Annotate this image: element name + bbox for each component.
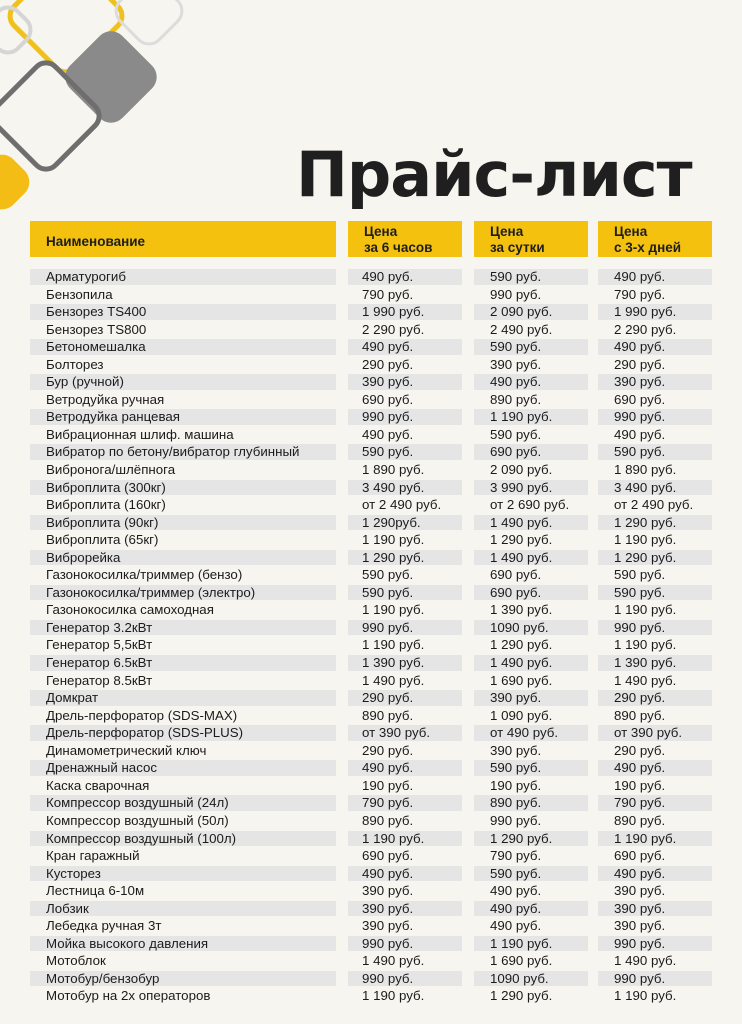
item-name: Мотоблок (46, 953, 106, 969)
price-6h: 1 290 руб. (348, 550, 462, 566)
price-3d: 590 руб. (614, 567, 666, 583)
item-name: Мотобур/бензобур (30, 971, 336, 987)
table-row (0, 935, 742, 953)
price-6h: 1 290руб. (348, 515, 462, 531)
price-3d: 1 190 руб. (614, 532, 677, 548)
table-row (0, 917, 742, 935)
price-3d: 990 руб. (598, 620, 712, 636)
price-day: 590 руб. (490, 426, 542, 442)
header-price-day (474, 221, 588, 257)
price-6h: 590 руб. (348, 585, 462, 601)
price-day: 590 руб. (474, 760, 588, 776)
price-3d: 1 190 руб. (614, 637, 677, 653)
item-name: Компрессор воздушный (24л) (30, 795, 336, 811)
table-row (0, 724, 742, 742)
table-row (0, 970, 742, 988)
price-6h: 990 руб. (348, 971, 462, 987)
price-6h: 490 руб. (348, 760, 462, 776)
price-6h: 1 490 руб. (362, 672, 425, 688)
price-3d: 890 руб. (614, 812, 666, 828)
price-3d: 590 руб. (598, 585, 712, 601)
price-6h: 690 руб. (362, 391, 414, 407)
table-row (0, 636, 742, 654)
price-3d: 990 руб. (598, 971, 712, 987)
price-day: 690 руб. (474, 585, 588, 601)
price-day: 1 290 руб. (490, 637, 553, 653)
item-name: Виброплита (90кг) (30, 515, 336, 531)
item-name: Компрессор воздушный (100л) (30, 831, 336, 847)
item-name: Бур (ручной) (30, 374, 336, 390)
price-day: 2 090 руб. (490, 462, 553, 478)
price-table (0, 268, 742, 1005)
price-6h: 1 190 руб. (362, 532, 425, 548)
price-6h: 390 руб. (348, 901, 462, 917)
table-row (0, 584, 742, 602)
table-row (0, 391, 742, 409)
header-name-label: Наименование (46, 233, 146, 249)
price-6h: 590 руб. (348, 444, 462, 460)
price-6h: 790 руб. (362, 286, 414, 302)
price-day: 1 290 руб. (490, 988, 553, 1004)
header-price-3d (598, 221, 712, 257)
table-row (0, 707, 742, 725)
price-6h: 290 руб. (362, 356, 414, 372)
price-day: 1 490 руб. (474, 515, 588, 531)
price-6h: 990 руб. (348, 936, 462, 952)
price-6h: 790 руб. (348, 795, 462, 811)
price-6h: 490 руб. (348, 339, 462, 355)
price-3d: 490 руб. (614, 426, 666, 442)
price-3d: 290 руб. (614, 356, 666, 372)
price-6h: 1 190 руб. (362, 637, 425, 653)
price-3d: 990 руб. (598, 409, 712, 425)
header-price-6h (348, 221, 462, 257)
item-name: Генератор 8.5кВт (46, 672, 153, 688)
price-3d: 990 руб. (598, 936, 712, 952)
price-day: 1 090 руб. (490, 707, 553, 723)
price-6h: 390 руб. (362, 883, 414, 899)
price-6h: 390 руб. (362, 918, 414, 934)
price-3d: 190 руб. (614, 777, 666, 793)
price-day: 390 руб. (490, 742, 542, 758)
item-name: Вибратор по бетону/вибратор глубинный (30, 444, 336, 460)
price-6h: 990 руб. (348, 409, 462, 425)
header-name (30, 221, 336, 257)
price-6h: от 390 руб. (348, 725, 462, 741)
header-price-day-line2: за сутки (490, 240, 545, 255)
table-row (0, 531, 742, 549)
price-3d: 490 руб. (598, 339, 712, 355)
item-name: Болторез (46, 356, 104, 372)
table-row (0, 865, 742, 883)
table-row (0, 952, 742, 970)
price-6h: 490 руб. (348, 269, 462, 285)
table-row (0, 794, 742, 812)
table-row (0, 479, 742, 497)
item-name: Дрель-перфоратор (SDS-MAX) (46, 707, 238, 723)
price-day: 1 290 руб. (474, 831, 588, 847)
price-day: 690 руб. (490, 567, 542, 583)
price-day: 390 руб. (474, 690, 588, 706)
header-price-3d-line1: Цена (614, 224, 648, 239)
price-6h: 890 руб. (362, 812, 414, 828)
price-3d: 1 190 руб. (598, 831, 712, 847)
item-name: Генератор 5,5кВт (46, 637, 153, 653)
table-row (0, 601, 742, 619)
item-name: Вибрационная шлиф. машина (46, 426, 234, 442)
item-name: Виброногa/шлёпнога (46, 462, 176, 478)
item-name: Виброплита (160кг) (46, 497, 166, 513)
header-price-6h-line2: за 6 часов (364, 240, 433, 255)
price-3d: 1 190 руб. (614, 988, 677, 1004)
price-day: 890 руб. (474, 795, 588, 811)
price-day: от 490 руб. (474, 725, 588, 741)
price-day: 990 руб. (490, 286, 542, 302)
item-name: Генератор 6.5кВт (30, 655, 336, 671)
table-row (0, 549, 742, 567)
table-row (0, 672, 742, 690)
price-day: 490 руб. (474, 374, 588, 390)
price-6h: 1 890 руб. (362, 462, 425, 478)
price-day: 1 490 руб. (474, 655, 588, 671)
item-name: Генератор 3.2кВт (30, 620, 336, 636)
price-3d: 1 890 руб. (614, 462, 677, 478)
price-day: 790 руб. (490, 848, 542, 864)
table-row (0, 356, 742, 374)
price-3d: 2 290 руб. (614, 321, 677, 337)
item-name: Лестница 6-10м (46, 883, 145, 899)
table-row (0, 619, 742, 637)
price-6h: 1 390 руб. (348, 655, 462, 671)
table-row (0, 373, 742, 391)
table-row (0, 882, 742, 900)
header-price-day-line1: Цена (490, 224, 524, 239)
price-3d: 290 руб. (614, 742, 666, 758)
item-name: Бензопила (46, 286, 113, 302)
table-row (0, 689, 742, 707)
price-day: 3 990 руб. (474, 480, 588, 496)
price-3d: 290 руб. (598, 690, 712, 706)
price-3d: от 2 490 руб. (614, 497, 694, 513)
price-day: 890 руб. (490, 391, 542, 407)
price-3d: 1 990 руб. (598, 304, 712, 320)
item-name: Кран гаражный (46, 848, 140, 864)
price-3d: 1 490 руб. (614, 672, 677, 688)
price-3d: 790 руб. (614, 286, 666, 302)
price-3d: 890 руб. (614, 707, 666, 723)
price-6h: 490 руб. (362, 426, 414, 442)
item-name: Газонокосилка/триммер (бензо) (46, 567, 243, 583)
table-row (0, 268, 742, 286)
price-6h: 2 290 руб. (362, 321, 425, 337)
table-row (0, 514, 742, 532)
table-row (0, 303, 742, 321)
price-6h: 890 руб. (362, 707, 414, 723)
price-day: 1 290 руб. (490, 532, 553, 548)
price-day: 1 690 руб. (490, 672, 553, 688)
table-row (0, 496, 742, 514)
table-row (0, 987, 742, 1005)
price-6h: 690 руб. (362, 848, 414, 864)
price-3d: от 390 руб. (598, 725, 712, 741)
table-row (0, 461, 742, 479)
price-day: 1090 руб. (474, 971, 588, 987)
price-6h: 990 руб. (348, 620, 462, 636)
price-6h: 590 руб. (362, 567, 414, 583)
price-3d: 3 490 руб. (598, 480, 712, 496)
price-day: 590 руб. (474, 269, 588, 285)
price-6h: 290 руб. (348, 690, 462, 706)
price-day: 590 руб. (474, 339, 588, 355)
table-row (0, 812, 742, 830)
price-6h: 390 руб. (348, 374, 462, 390)
price-6h: 1 190 руб. (362, 988, 425, 1004)
price-3d: 490 руб. (598, 760, 712, 776)
table-row (0, 286, 742, 304)
price-day: 990 руб. (490, 812, 542, 828)
price-6h: 1 490 руб. (362, 953, 425, 969)
table-row (0, 900, 742, 918)
item-name: Газонокосилка/триммер (электро) (30, 585, 336, 601)
table-row (0, 759, 742, 777)
price-6h: 1 190 руб. (362, 602, 425, 618)
table-row (0, 777, 742, 795)
item-name: Бетономешалка (30, 339, 336, 355)
price-3d: 490 руб. (598, 269, 712, 285)
table-row (0, 443, 742, 461)
price-6h: 1 990 руб. (348, 304, 462, 320)
price-6h: 1 190 руб. (348, 831, 462, 847)
item-name: Каска сварочная (46, 777, 150, 793)
price-3d: 1 190 руб. (614, 602, 677, 618)
price-day: 490 руб. (474, 901, 588, 917)
price-day: 1 190 руб. (474, 936, 588, 952)
item-name: Дренажный насос (30, 760, 336, 776)
item-name: Динамометрический ключ (46, 742, 207, 758)
price-3d: 1 390 руб. (598, 655, 712, 671)
item-name: Арматурогиб (30, 269, 336, 285)
header-price-6h-line1: Цена (364, 224, 398, 239)
table-row (0, 338, 742, 356)
item-name: Бензорез TS800 (46, 321, 147, 337)
price-3d: 390 руб. (614, 883, 666, 899)
table-row (0, 830, 742, 848)
price-3d: 690 руб. (614, 848, 666, 864)
header-price-3d-line2: с 3-х дней (614, 240, 682, 255)
table-row (0, 321, 742, 339)
page-title: Прайс-лист (296, 138, 692, 211)
price-day: 1090 руб. (474, 620, 588, 636)
price-3d: 590 руб. (598, 444, 712, 460)
item-name: Ветродуйка ручная (46, 391, 165, 407)
table-row (0, 566, 742, 584)
price-3d: 390 руб. (614, 918, 666, 934)
table-row (0, 654, 742, 672)
table-row (0, 742, 742, 760)
item-name: Виброрейка (30, 550, 336, 566)
price-3d: 790 руб. (598, 795, 712, 811)
item-name: Компрессор воздушный (50л) (46, 812, 229, 828)
price-6h: от 2 490 руб. (362, 497, 442, 513)
price-6h: 190 руб. (362, 777, 414, 793)
price-day: 1 390 руб. (490, 602, 553, 618)
price-day: 490 руб. (490, 883, 542, 899)
price-day: от 2 690 руб. (490, 497, 570, 513)
item-name: Мойка высокого давления (30, 936, 336, 952)
table-row (0, 408, 742, 426)
item-name: Кусторез (30, 866, 336, 882)
price-day: 190 руб. (490, 777, 542, 793)
price-3d: 1 290 руб. (598, 550, 712, 566)
price-day: 490 руб. (490, 918, 542, 934)
item-name: Дрель-перфоратор (SDS-PLUS) (30, 725, 336, 741)
price-3d: 490 руб. (598, 866, 712, 882)
item-name: Домкрат (30, 690, 336, 706)
item-name: Газонокосилка самоходная (46, 602, 214, 618)
table-row (0, 426, 742, 444)
price-day: 2 090 руб. (474, 304, 588, 320)
price-day: 690 руб. (474, 444, 588, 460)
price-day: 1 490 руб. (474, 550, 588, 566)
item-name: Виброплита (300кг) (30, 480, 336, 496)
price-6h: 3 490 руб. (348, 480, 462, 496)
item-name: Лобзик (30, 901, 336, 917)
price-3d: 1 490 руб. (614, 953, 677, 969)
price-day: 1 190 руб. (474, 409, 588, 425)
item-name: Мотобур на 2х операторов (46, 988, 211, 1004)
price-day: 390 руб. (490, 356, 542, 372)
item-name: Бензорез TS400 (30, 304, 336, 320)
price-day: 2 490 руб. (490, 321, 553, 337)
price-day: 590 руб. (474, 866, 588, 882)
price-3d: 390 руб. (598, 901, 712, 917)
price-3d: 390 руб. (598, 374, 712, 390)
price-6h: 490 руб. (348, 866, 462, 882)
price-day: 1 690 руб. (490, 953, 553, 969)
item-name: Ветродуйка ранцевая (30, 409, 336, 425)
price-3d: 1 290 руб. (598, 515, 712, 531)
price-6h: 290 руб. (362, 742, 414, 758)
price-3d: 690 руб. (614, 391, 666, 407)
table-row (0, 847, 742, 865)
item-name: Виброплита (65кг) (46, 532, 159, 548)
item-name: Лебедка ручная 3т (46, 918, 162, 934)
